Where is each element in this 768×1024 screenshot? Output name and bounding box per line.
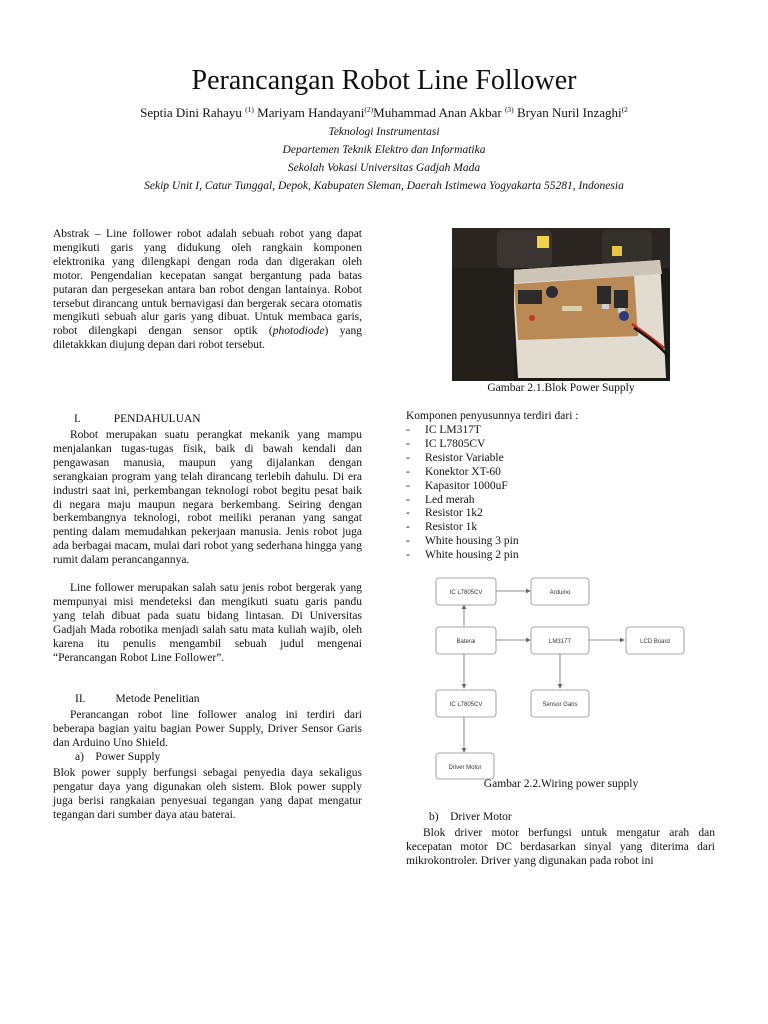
section-heading-1 — [74, 413, 354, 427]
box-driver-motor — [436, 753, 494, 779]
svg-text:Baterai: Baterai — [456, 639, 476, 645]
section-number: II. — [75, 693, 86, 705]
abstract-italic-term: photodiode — [272, 325, 325, 338]
box-ic-l7805cv-top — [436, 578, 496, 605]
section-title: Metode Penelitian — [115, 693, 200, 705]
section-title: PENDAHULUAN — [113, 413, 201, 425]
author-affil-mark: (2 — [621, 105, 628, 114]
svg-text:Sensor Garis: Sensor Garis — [542, 702, 578, 708]
box-arduino — [531, 578, 589, 605]
intro-paragraph-1: Robot merupakan suatu perangkat mekanik yang mampu menjalankan tugas-tugas fisik, baik di bawah kendali dan pengawasan manusia, maupun yang dijalankan dengan serangkaian program yang telah dirancang terlebih dahulu. Di era industri saat ini, perkembangan teknologi robot begitu pesat baik di negara maju maupun negara berkembang. Seiring dengan berkembangnya teknologi, robot meiliki peranan yang sangat penting dalam memudahkan pekerjaan manusia. Jenis robot juga ada berbagai macam, mulai dari robot yang sederhana hingga yang rumit dalam perancangannya. — [53, 429, 362, 567]
list-item: - White housing 3 pin — [406, 535, 519, 548]
svg-text:LM317T: LM317T — [548, 639, 572, 645]
abstract-text-end: ) yang diletakkkan diujung depan dari robot tersebut. — [53, 325, 362, 352]
section-number: I. — [74, 413, 81, 425]
affiliation-school: Sekolah Vokasi Universitas Gadjah Mada — [287, 162, 481, 174]
author-name: Bryan Nuril Inzaghi — [513, 105, 622, 120]
power-supply-board-photo — [452, 228, 670, 381]
paper-title: Perancangan Robot Line Follower — [191, 65, 577, 96]
subsection-driver-motor: b) Driver Motor — [429, 811, 512, 823]
list-item: - Resistor 1k — [406, 521, 478, 534]
list-item: - IC L7805CV — [406, 437, 486, 450]
author-line — [0, 105, 768, 121]
svg-text:IC L7805CV: IC L7805CV — [449, 590, 483, 596]
list-item: - Resistor Variable — [406, 451, 504, 464]
svg-text:IC L7805CV: IC L7805CV — [449, 702, 483, 708]
affiliation-department: Departemen Teknik Elektro dan Informatika — [282, 144, 486, 156]
figure-caption-power-supply: Gambar 2.1.Blok Power Supply — [487, 382, 635, 394]
svg-text:LCD Board: LCD Board — [640, 639, 670, 645]
components-list — [406, 424, 715, 563]
components-intro: Komponen penyusunnya terdiri dari : — [406, 410, 579, 422]
abstract — [53, 228, 362, 353]
affiliation-address: Sekip Unit I, Catur Tunggal, Depok, Kabupaten Sleman, Daerah Istimewa Yogyakarta 55281, Indonesia — [144, 180, 624, 192]
svg-text:Driver Motor: Driver Motor — [448, 765, 482, 771]
figure-caption-wiring: Gambar 2.2.Wiring power supply — [483, 778, 639, 790]
author-affil-mark: (3) — [504, 105, 514, 114]
method-paragraph-1: Perancangan robot line follower analog ini terdiri dari beberapa bagian yaitu bagian Power Supply, Driver Sensor Garis dan Arduino Uno Shield. — [53, 709, 362, 749]
affiliation-program: Teknologi Instrumentasi — [328, 126, 440, 138]
box-ic-l7805cv-bottom — [436, 690, 496, 717]
svg-text:Arduino: Arduino — [549, 590, 571, 596]
intro-paragraph-2: Line follower merupakan salah satu jenis robot bergerak yang mempunyai misi mendeteksi dan mengikuti suatu garis pandu yang telah dibuat pada suatu bidang lintasan. Di Universitas Gadjah Mada robotika menjadi salah satu mata kuliah wajib, oleh karena itu penulis mengambil sebuah judul mengenai “Perancangan Robot Line Follower”. — [53, 582, 362, 664]
author-name: Mariyam Handayani — [253, 105, 365, 120]
list-item: - Resistor 1k2 — [406, 507, 483, 520]
box-lm317t — [531, 627, 589, 654]
author-affil-mark: (1) — [245, 105, 254, 114]
list-item: - Kapasitor 1000uF — [406, 479, 508, 492]
section-heading-2 — [75, 693, 355, 707]
box-sensor-garis — [531, 690, 589, 717]
box-baterai — [436, 627, 496, 654]
box-lcd-board — [626, 627, 684, 654]
author-affil-mark: (2) — [364, 105, 374, 114]
power-supply-paragraph: Blok power supply berfungsi sebagai penyedia daya sekaligus pengatur daya yang digunakan oleh sistem. Blok power supply juga berisi rangkaian penyesuai tegangan yang dapat mengatur tegangan dari sumber daya atau baterai. — [53, 767, 362, 821]
subsection-power-supply: a) Power Supply — [75, 751, 161, 763]
abstract-text: Abstrak – Line follower robot adalah sebuah robot yang dapat mengikuti garis yang didukung oleh rangkain komponen elektronika yang dilengkapi dengan roda dan digerakan oleh motor. Pengendalian kecepatan sangat bergantung pada batas putaran dan pergesekan antara ban robot dengan lantainya. Robot tersebut dirancang untuk bernavigasi dan bergerak secara otomatis mengikuti sebuah alur garis yang dibuat. Untuk membaca garis, robot dilengkapi dengan sensor optik ( — [53, 228, 362, 338]
wiring-block-diagram — [430, 572, 690, 782]
list-item: - IC LM317T — [406, 424, 481, 436]
driver-motor-paragraph: Blok driver motor berfungsi untuk mengatur arah dan kecepatan motor DC berdasarkan sinyal yang diterima dari mikrokontroler. Driver yang digunakan pada robot ini — [406, 827, 715, 867]
list-item: - Konektor XT-60 — [406, 465, 501, 478]
author-name: Septia Dini Rahayu — [140, 105, 246, 120]
author-name: Muhammad Anan Akbar — [373, 105, 505, 120]
list-item: - White housing 2 pin — [406, 549, 519, 562]
list-item: - Led merah — [406, 493, 475, 506]
